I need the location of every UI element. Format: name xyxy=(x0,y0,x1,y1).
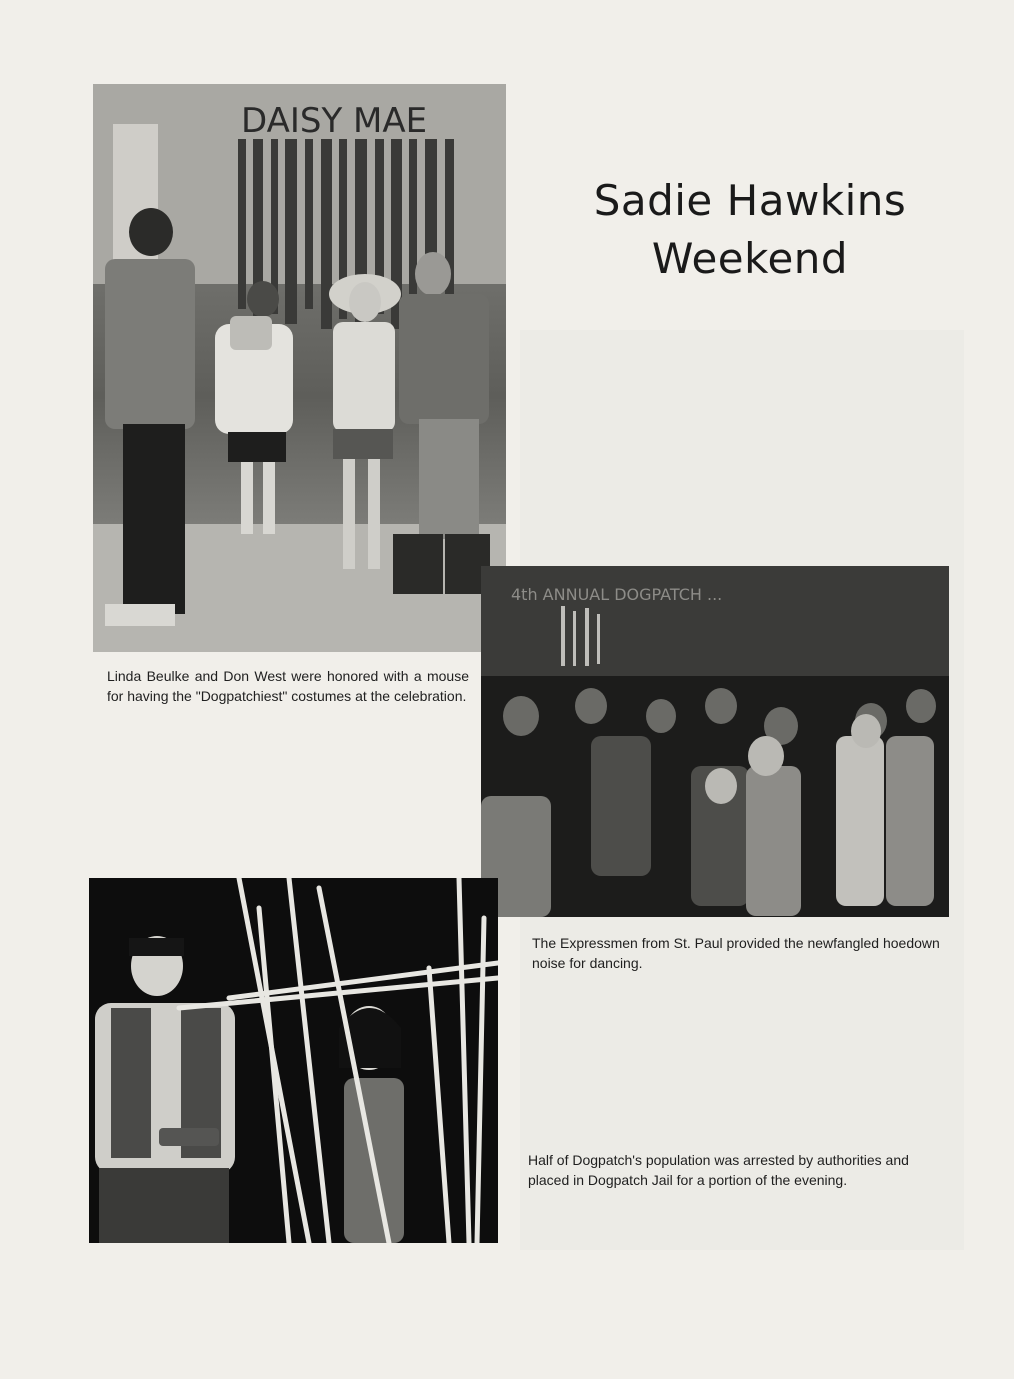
dance-photo-caption: The Expressmen from St. Paul provided the newfangled hoedown noise for dancing. xyxy=(532,935,940,971)
page-title xyxy=(560,172,940,288)
annual-banner-text: 4th ANNUAL DOGPATCH ... xyxy=(511,585,723,604)
title-line-2: Weekend xyxy=(651,234,849,283)
title-line-1: Sadie Hawkins xyxy=(593,176,907,225)
daisy-mae-sign: DAISY MAE xyxy=(241,101,428,141)
stage-costume-photo xyxy=(93,84,506,652)
dance-floor-photo xyxy=(481,566,949,917)
stage-photo-caption: Linda Beulke and Don West were honored with a mouse for having the "Dogpatchiest" costumes at the celebration. xyxy=(107,668,469,704)
dogpatch-jail-photo xyxy=(89,878,498,1243)
jail-photo-caption: Half of Dogpatch's population was arrested by authorities and placed in Dogpatch Jail for a portion of the evening. xyxy=(528,1152,909,1188)
